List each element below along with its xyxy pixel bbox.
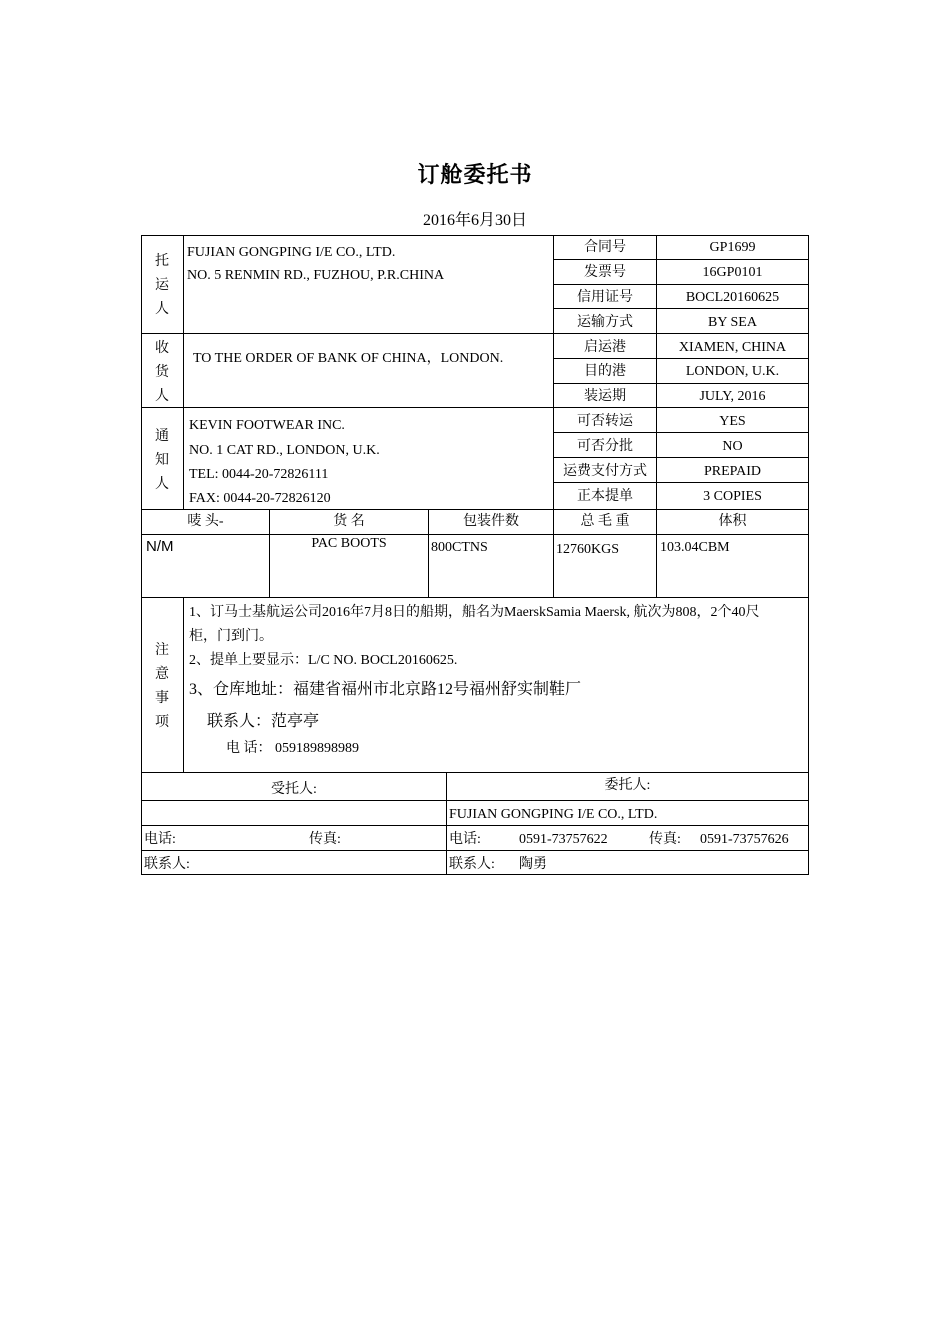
info-value: 16GP0101 (702, 265, 763, 280)
notify-line-2: NO. 1 CAT RD., LONDON, U.K. (189, 443, 380, 458)
table-border-right (808, 235, 809, 875)
divider (141, 597, 809, 598)
label-char: 人 (155, 302, 169, 317)
table-border-left (141, 235, 142, 875)
info-label: 合同号 (584, 240, 626, 255)
info-value: 3 COPIES (703, 489, 762, 504)
info-value: NO (722, 439, 743, 454)
goods-header-marks: 唛 头- (187, 514, 224, 529)
label-char: 托 (155, 254, 169, 269)
divider (141, 772, 809, 773)
label-char: 项 (155, 715, 169, 730)
note-line-4: 联系人：范亭亭 (207, 713, 320, 730)
divider (553, 259, 809, 260)
info-label: 目的港 (584, 364, 626, 379)
divider (553, 358, 809, 359)
shipper-line-1: FUJIAN GONGPING I/E CO., LTD. (187, 245, 396, 260)
notes-label (152, 644, 172, 740)
info-label: 可否转运 (577, 414, 633, 429)
shipper-line-2: NO. 5 RENMIN RD., FUZHOU, P.R.CHINA (187, 268, 445, 283)
divider (183, 597, 184, 773)
principal-contact-label: 联系人: (449, 857, 495, 872)
goods-volume: 103.04CBM (660, 540, 730, 555)
label-char: 注 (155, 643, 169, 658)
goods-weight: 12760KGS (556, 542, 620, 557)
goods-marks: N/M (146, 538, 174, 555)
divider (141, 800, 809, 801)
divider (553, 284, 809, 285)
info-label: 运费支付方式 (563, 464, 647, 479)
note-phone-label: 电 话： (226, 741, 272, 756)
divider (141, 825, 809, 826)
info-value: BY SEA (708, 315, 757, 330)
divider (553, 432, 809, 433)
notify-line-1: KEVIN FOOTWEAR INC. (189, 418, 345, 433)
consignee-label (152, 342, 172, 414)
info-value: GP1699 (709, 240, 756, 255)
divider (553, 308, 809, 309)
divider (141, 407, 809, 408)
divider (183, 235, 184, 509)
divider (141, 534, 809, 535)
agent-phone-label: 电话: (144, 832, 176, 847)
principal-label: 委托人: (604, 778, 651, 793)
label-char: 通 (155, 429, 169, 444)
table-border-top (141, 235, 809, 236)
info-label: 正本提单 (577, 489, 633, 504)
info-value: LONDON, U.K. (685, 364, 780, 379)
table-border-bottom (141, 874, 809, 875)
goods-name: PAC BOOTS (311, 536, 387, 551)
label-char: 事 (155, 691, 169, 706)
agent-label: 受托人: (271, 782, 317, 797)
label-char: 货 (155, 365, 169, 380)
principal-fax-label: 传真: (649, 832, 681, 847)
divider (141, 509, 809, 510)
notify-line-4: FAX: 0044-20-72826120 (189, 491, 331, 506)
notify-label (152, 430, 172, 502)
divider (553, 457, 809, 458)
goods-header-volume: 体积 (718, 514, 747, 529)
document-date: 2016年6月30日 (422, 212, 527, 229)
info-label: 发票号 (584, 265, 626, 280)
goods-packages: 800CTNS (431, 540, 488, 555)
document-title: 订舱委托书 (417, 162, 533, 187)
note-line-1b: 柜，门到门。 (189, 629, 273, 644)
info-label: 启运港 (584, 340, 626, 355)
goods-header-name: 货 名 (333, 514, 365, 529)
label-char: 收 (155, 341, 169, 356)
consignee-line: TO THE ORDER OF BANK OF CHINA，LONDON. (193, 351, 504, 366)
principal-fax-value: 0591-73757626 (700, 832, 789, 847)
info-value: YES (719, 414, 746, 429)
info-value: BOCL20160625 (685, 290, 780, 305)
info-value: PREPAID (703, 464, 762, 479)
goods-header-weight: 总 毛 重 (580, 514, 630, 529)
principal-company: FUJIAN GONGPING I/E CO., LTD. (449, 807, 658, 822)
agent-contact-label: 联系人: (144, 857, 190, 872)
divider (141, 333, 809, 334)
principal-phone-label: 电话: (449, 832, 481, 847)
info-value: XIAMEN, CHINA (678, 340, 787, 355)
label-char: 运 (155, 278, 169, 293)
agent-fax-label: 传真: (309, 832, 341, 847)
divider (553, 383, 809, 384)
note-line-2: 2、提单上要显示：L/C NO. BOCL20160625. (189, 653, 458, 668)
info-label: 可否分批 (577, 439, 633, 454)
notify-line-3: TEL: 0044-20-72826111 (189, 467, 329, 482)
label-char: 意 (155, 667, 169, 682)
info-label: 装运期 (584, 389, 626, 404)
note-line-3: 3、仓库地址：福建省福州市北京路12号福州舒实制鞋厂 (189, 681, 582, 698)
principal-phone-value: 0591-73757622 (519, 832, 608, 847)
label-char: 人 (155, 389, 169, 404)
info-label: 运输方式 (577, 315, 633, 330)
principal-contact-value: 陶勇 (519, 857, 547, 872)
divider (553, 482, 809, 483)
note-line-1a: 1、订马士基航运公司2016年7月8日的船期，船名为MaerskSamia Maersk, 航次为808，2个40尺 (189, 605, 760, 620)
goods-header-packages: 包装件数 (463, 514, 519, 529)
divider (141, 850, 809, 851)
shipper-label (152, 255, 172, 327)
info-value: JULY, 2016 (699, 389, 766, 404)
label-char: 人 (155, 477, 169, 492)
label-char: 知 (155, 453, 169, 468)
note-phone-value: 059189898989 (275, 741, 359, 756)
info-label: 信用证号 (577, 290, 633, 305)
